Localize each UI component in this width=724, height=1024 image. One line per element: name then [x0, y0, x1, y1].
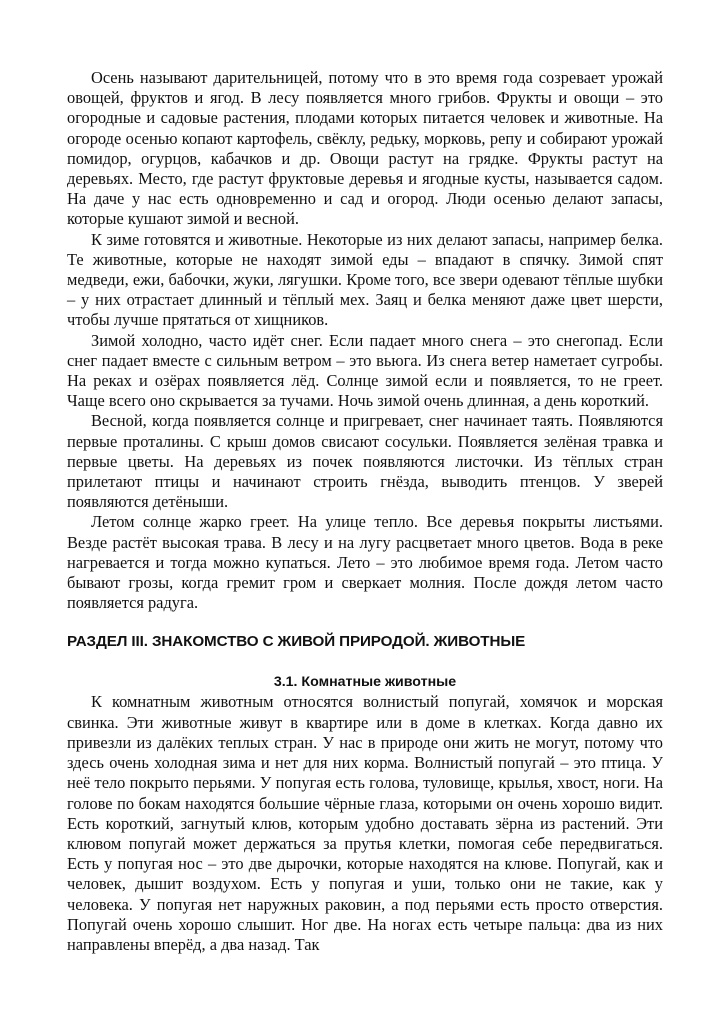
paragraph-summer: Летом солнце жарко греет. На улице тепло. Все деревья покрыты листьями. Везде растёт высокая трава. В лесу и на лугу расцветает много цветов. Вода в реке нагревается и тогда можно купаться. Лето – это любимое время года. Летом часто бывают грозы, когда гремит гром и сверкает молния. После дождя летом часто появляется радуга. [67, 512, 663, 613]
subsection-heading: 3.1. Комнатные животные [273, 674, 457, 691]
document-page [67, 68, 663, 955]
paragraph-spring: Весной, когда появляется солнце и пригревает, снег начинает таять. Появляются первые проталины. С крыш домов свисают сосульки. Появляется зелёная травка и первые цветы. На деревьях из почек появляются листочки. Из тёплых стран прилетают птицы и начинают строить гнёзда, выводить птенцов. У зверей появляются детёныши. [67, 411, 663, 512]
section-heading: РАЗДЕЛ III. ЗНАКОМСТВО С ЖИВОЙ ПРИРОДОЙ. ЖИВОТНЫЕ [67, 633, 526, 651]
paragraph-winter: Зимой холодно, часто идёт снег. Если падает много снега – это снегопад. Если снег падает вместе с сильным ветром – это вьюга. Из снега ветер наметает сугробы. На реках и озёрах появляется лёд. Солнце зимой если и появляется, то не греет. Чаще всего оно скрывается за тучами. Ночь зимой очень длинная, а день короткий. [67, 330, 663, 411]
paragraph-pets: К комнатным животным относятся волнистый попугай, хомячок и морская свинка. Эти животные живут в квартире или в доме в клетках. Когда давно их привезли из далёких теплых стран. У нас в природе они жить не могут, потому что здесь очень холодная зима и нет для них корма. Волнистый попугай – это птица. У неё тело покрыто перьями. У попугая есть голова, туловище, крылья, хвост, ноги. На голове по бокам находятся большие чёрные глаза, которыми он очень хорошо видит. Есть короткий, загнутый клюв, которым удобно доставать зёрна из растений. Эти клювом попугай может держаться за прутья клетки, помогая себе передвигаться. Есть у попугая нос – это две дырочки, которые находятся на клюве. Попугай, как и человек, дышит воздухом. Есть у попугая и уши, только они не такие, как у человека. У попугая нет наружных раковин, а под перьями есть просто отверстия. Попугай очень хорошо слышит. Ног две. На ногах есть четыре пальца: два из них направлены вперёд, а два назад. Так [67, 692, 663, 954]
paragraph-winter-animals: К зиме готовятся и животные. Некоторые из них делают запасы, например белка. Те животные, которые не находят зимой еды – впадают в спячку. Зимой спят медведи, ежи, бабочки, жуки, лягушки. Кроме того, все звери одевают тёплые шубки – у них отрастает длинный и тёплый мех. Заяц и белка меняют даже цвет шерсти, чтобы лучше прятаться от хищников. [67, 229, 663, 330]
paragraph-autumn: Осень называют дарительницей, потому что в это время года созревает урожай овощей, фруктов и ягод. В лесу появляется много грибов. Фрукты и овощи – это огородные и садовые растения, плодами которых питается человек и животные. На огороде осенью копают картофель, свёклу, редьку, морковь, репу и собирают урожай помидор, огурцов, кабачков и др. Овощи растут на грядке. Фрукты растут на деревьях. Место, где растут фруктовые деревья и ягодные кусты, называется садом. На даче у нас есть одновременно и сад и огород. Люди осенью делают запасы, которые кушают зимой и весной. [67, 68, 663, 229]
